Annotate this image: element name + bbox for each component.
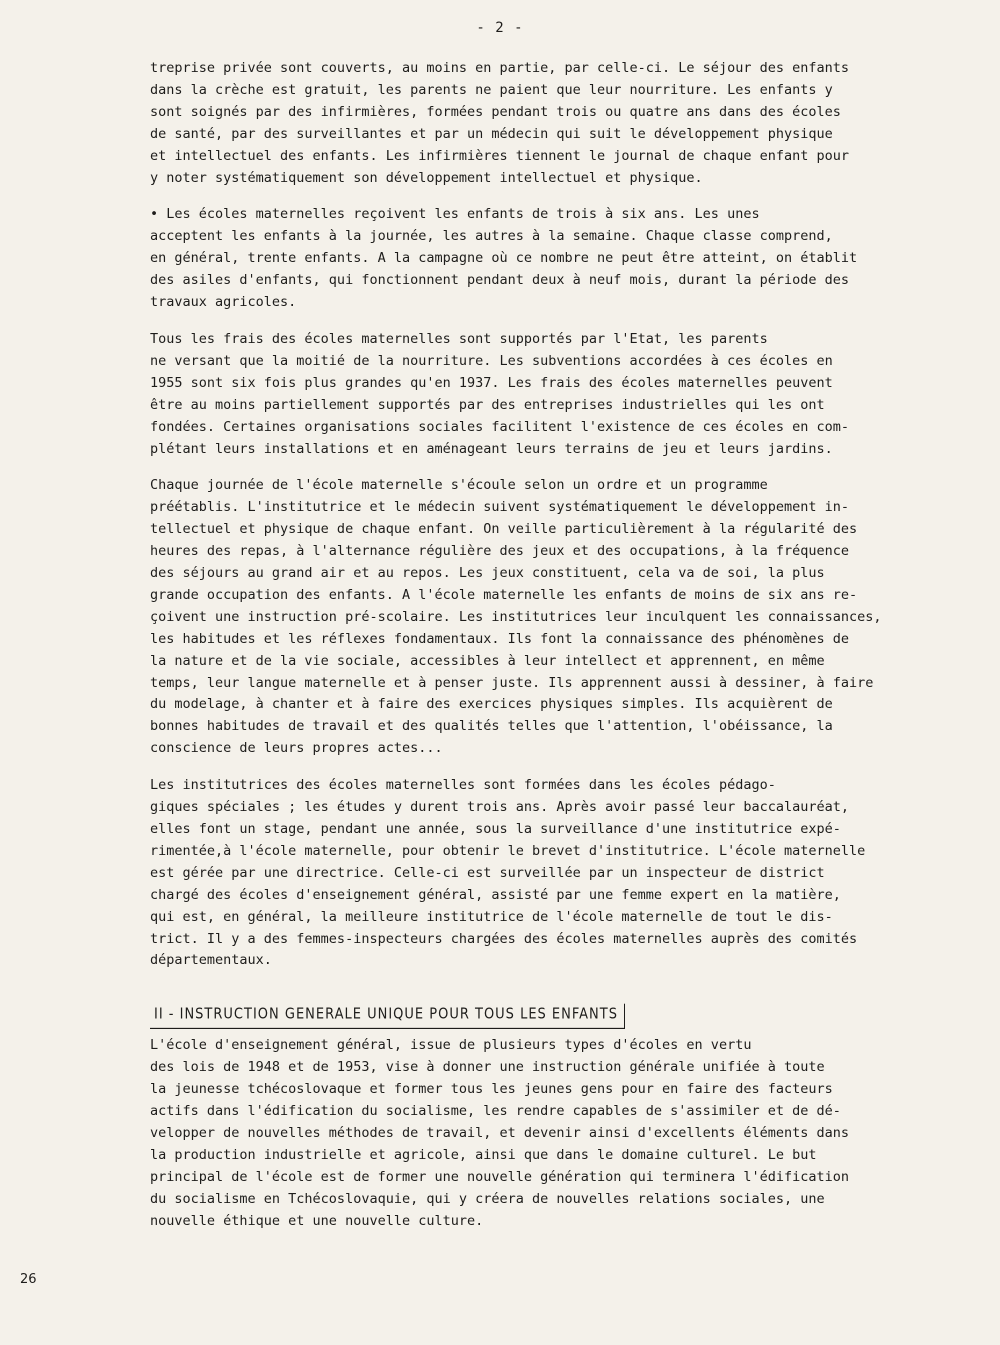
paragraph-creche-continued: treprise privée sont couverts, au moins en partie, par celle-ci. Le séjour des enfants dans la crèche est gratuit, les parents ne paient que leur nourriture. Les enfants y sont soignés par des infirmières, formées pendant trois ou quatre ans dans des écoles de santé, par des surveillantes et par un médecin qui suit le développement physique et intellectuel des enfants. Les infirmières tiennent le journal de chaque enfant pour y noter systématiquement son développement intellectuel et physique.: [150, 60, 849, 186]
paragraph-ecoles-maternelles: • Les écoles maternelles reçoivent les enfants de trois à six ans. Les unes acceptent les enfants à la journée, les autres à la semaine. Chaque classe comprend, en général, trente enfants. A la campagne où ce nombre ne peut être atteint, on établit des asiles d'enfants, qui fonctionnent pendant deux à neuf mois, durant la période des travaux agricoles.: [150, 206, 858, 311]
document-body: [150, 58, 958, 1248]
paragraph-enseignement-general: L'école d'enseignement général, issue de plusieurs types d'écoles en vertu des lois de 1948 et de 1953, vise à donner une instruction générale unifiée à toute la jeunesse tchécoslovaque et former tous les jeunes gens pour en faire des facteurs actifs dans l'édification du socialisme, les rendre capables de s'assimiler et de dé- velopper de nouvelles méthodes de travail, et devenir ainsi d'excellents éléments dans la production industrielle et agricole, ainsi que dans le domaine culturel. Le but principal de l'école est de former une nouvelle génération qui terminera l'édification du socialisme en Tchécoslovaquie, qui y créera de nouvelles relations sociales, une nouvelle éthique et une nouvelle culture.: [150, 1037, 849, 1229]
page-number: - 2 -: [476, 20, 524, 36]
section-heading: II - INSTRUCTION GENERALE UNIQUE POUR TOUS LES ENFANTS: [150, 1004, 625, 1029]
paragraph-frais: Tous les frais des écoles maternelles sont supportés par l'Etat, les parents ne versant que la moitié de la nourriture. Les subventions accordées à ces écoles en 1955 sont six fois plus grandes qu'en 1937. Les frais des écoles maternelles peuvent être au moins partiellement supportés par des entreprises industrielles qui les ont fondées. Certaines organisations sociales facilitent l'existence de ces écoles en com- plétant leurs installations et en aménageant leurs terrains de jeu et leurs jardins.: [150, 330, 849, 457]
paragraph-institutrices: Les institutrices des écoles maternelles sont formées dans les écoles pédago- giques spéciales ; les études y durent trois ans. Après avoir passé leur baccalauréat, elles font un stage, pendant une année, sous la surveillance d'une institutrice expé- rimentée,à l'école maternelle, pour obtenir le brevet d'institutrice. L'école maternelle est gérée par une directrice. Celle-ci est surveillée par un inspecteur de district chargé des écoles d'enseignement général, assisté par une femme expert en la matière, qui est, en général, la meilleure institutrice de l'école maternelle de tout le dis- trict. Il y a des femmes-inspecteurs chargées des écoles maternelles auprès des comités départementaux.: [150, 777, 866, 969]
paragraph-journee: Chaque journée de l'école maternelle s'écoule selon un ordre et un programme préétablis. L'institutrice et le médecin suivent systématiquement le développement in- tellectuel et physique de chaque enfant. On veille particulièrement à la régularité des heures des repas, à l'alternance régulière des jeux et des occupations, à la fréquence des séjours au grand air et au repos. Les jeux constituent, cela va de soi, la plus grande occupation des enfants. A l'école maternelle les enfants de moins de six ans re- çoivent une instruction pré-scolaire. Les institutrices leur inculquent les connaissances, les habitudes et les réflexes fondamentaux. Ils font la connaissance des phénomènes de la nature et de la vie sociale, accessibles à leur intellect et apprennent, en même temps, leur langue maternelle et à penser juste. Ils apprennent aussi à dessiner, à faire du modelage, à chanter et à faire des exercices physiques simples. Ils acquièrent de bonnes habitudes de travail et des qualités telles que l'attention, l'obéissance, la conscience de leurs propres actes...: [150, 477, 882, 757]
folio-number: 26: [20, 1272, 37, 1287]
